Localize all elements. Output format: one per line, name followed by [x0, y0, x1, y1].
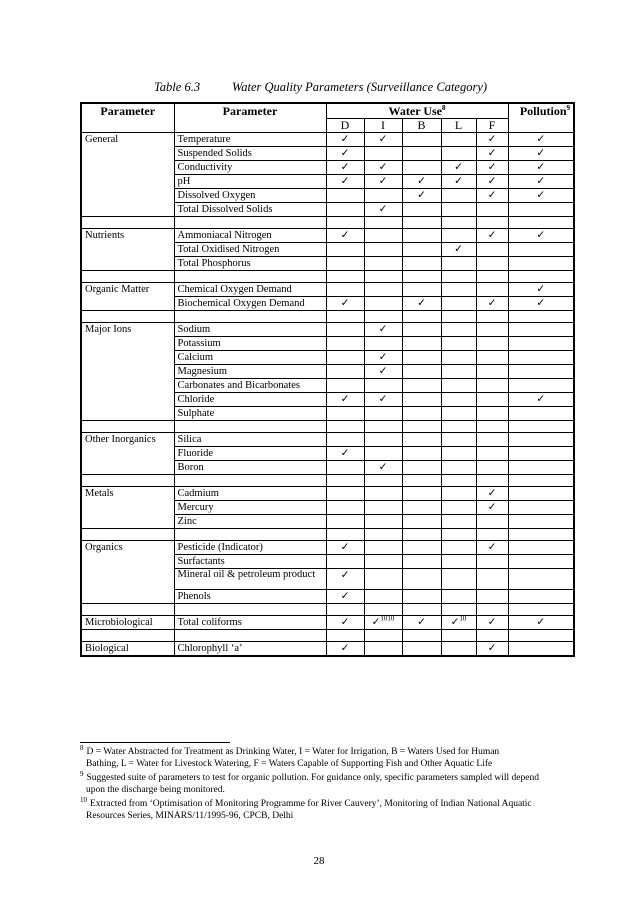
category-organic-matter: Organic Matter	[81, 283, 174, 297]
param-cell: Total coliforms	[174, 616, 326, 630]
table-row	[81, 229, 574, 243]
header-row	[81, 103, 574, 119]
param-cell: Sulphate	[174, 407, 326, 421]
check-mark: ✓	[476, 189, 508, 203]
check-mark: ✓	[476, 487, 508, 501]
table-row	[81, 407, 574, 421]
table-number: Table 6.3	[154, 80, 201, 94]
spacer-row	[81, 311, 574, 323]
param-cell: Conductivity	[174, 161, 326, 175]
check-mark: ✓	[402, 175, 441, 189]
table-row	[81, 323, 574, 337]
param-cell: Total Phosphorus	[174, 257, 326, 271]
param-cell: Chlorophyll ‘a’	[174, 642, 326, 657]
table-row	[81, 515, 574, 529]
check-mark: ✓	[508, 297, 574, 311]
table-row	[81, 133, 574, 147]
table-row	[81, 433, 574, 447]
check-mark: ✓	[326, 642, 364, 657]
table-row	[81, 365, 574, 379]
check-mark: ✓	[508, 133, 574, 147]
table-row	[81, 297, 574, 311]
subheader-b: B	[402, 119, 441, 133]
param-cell: Surfactants	[174, 555, 326, 569]
table-row	[81, 541, 574, 555]
header-parameter-category: Parameter	[81, 103, 174, 133]
category-major-ions: Major Ions	[81, 323, 174, 337]
category-other-inorganics: Other Inorganics	[81, 433, 174, 447]
check-mark: ✓	[508, 616, 574, 630]
table-row	[81, 447, 574, 461]
param-cell: Ammoniacal Nitrogen	[174, 229, 326, 243]
table-row	[81, 203, 574, 217]
table-row	[81, 393, 574, 407]
check-mark: ✓	[326, 447, 364, 461]
check-mark: ✓	[364, 161, 402, 175]
footnote-9: $^9$ Suggested suite of parameters to test for organic pollution. For guidance only, specific parameters sampled will depend upon the discharge being monitored.	[80, 769, 539, 795]
page-number: 28	[313, 855, 325, 867]
table-row	[81, 590, 574, 604]
subheader-l: L	[441, 119, 476, 133]
spacer-row	[81, 630, 574, 642]
category-general: General	[81, 133, 174, 147]
check-mark: ✓	[402, 616, 441, 630]
table-row	[81, 189, 574, 203]
check-mark: ✓	[326, 569, 364, 590]
param-cell: Cadmium	[174, 487, 326, 501]
subheader-f: F	[476, 119, 508, 133]
check-mark: ✓	[508, 147, 574, 161]
param-cell: Sodium	[174, 323, 326, 337]
category-organics: Organics	[81, 541, 174, 555]
check-mark: ✓	[508, 189, 574, 203]
check-mark: ✓	[476, 229, 508, 243]
category-microbiological: Microbiological	[81, 616, 174, 630]
check-mark: ✓	[441, 175, 476, 189]
param-cell: Fluoride	[174, 447, 326, 461]
spacer-row	[81, 217, 574, 229]
category-biological: Biological	[81, 642, 174, 657]
param-cell: Chemical Oxygen Demand	[174, 283, 326, 297]
check-mark: ✓	[476, 501, 508, 515]
check-mark: ✓	[364, 461, 402, 475]
check-mark: ✓	[364, 393, 402, 407]
param-cell: Magnesium	[174, 365, 326, 379]
check-mark: ✓	[364, 203, 402, 217]
table-row	[81, 501, 574, 515]
param-cell: Temperature	[174, 133, 326, 147]
footnote-8: $^8$ D = Water Abstracted for Treatment as Drinking Water, I = Water for Irrigation, B = Waters Used for Human Bathing, L = Water for Livestock Watering, F = Waters Capable of Supporting Fish and Other Aquatic Life	[80, 743, 500, 769]
category-metals: Metals	[81, 487, 174, 501]
table-row	[81, 569, 574, 590]
header-pollution: Pollution$^9$	[508, 103, 574, 133]
table-row	[81, 642, 574, 657]
param-cell: Boron	[174, 461, 326, 475]
check-mark: ✓	[364, 133, 402, 147]
footnote-10: $^{10}$ Extracted from ‘Optimisation of Monitoring Programme for River Cauvery’, Monitoring of Indian National Aquatic Resources Series, MINARS/11/1995-96, CPCB, Delhi	[80, 795, 532, 821]
param-cell: Silica	[174, 433, 326, 447]
check-mark: ✓	[476, 541, 508, 555]
spacer-row	[81, 475, 574, 487]
param-cell: Mineral oil & petroleum product	[174, 569, 326, 590]
category-nutrients: Nutrients	[81, 229, 174, 243]
check-mark: ✓	[402, 189, 441, 203]
check-mark: ✓	[326, 175, 364, 189]
table-title: Water Quality Parameters (Surveillance Category)	[232, 80, 488, 94]
param-cell: Total Oxidised Nitrogen	[174, 243, 326, 257]
check-mark: ✓	[364, 351, 402, 365]
param-cell: pH	[174, 175, 326, 189]
param-cell: Chloride	[174, 393, 326, 407]
water-quality-table	[80, 102, 575, 657]
param-cell: Phenols	[174, 590, 326, 604]
footnote-divider	[80, 742, 230, 743]
table-row	[81, 175, 574, 189]
subheader-i: I	[364, 119, 402, 133]
table-row	[81, 616, 574, 630]
check-mark: ✓	[508, 175, 574, 189]
table-row	[81, 461, 574, 475]
spacer-row	[81, 529, 574, 541]
spacer-row	[81, 604, 574, 616]
check-mark: ✓	[326, 161, 364, 175]
check-mark: ✓	[326, 616, 364, 630]
check-mark: ✓	[364, 365, 402, 379]
check-mark-with-note: ✓$^{1010}$	[364, 616, 402, 630]
check-mark: ✓	[326, 147, 364, 161]
table-row	[81, 147, 574, 161]
param-cell: Dissolved Oxygen	[174, 189, 326, 203]
check-mark: ✓	[476, 616, 508, 630]
check-mark: ✓	[476, 175, 508, 189]
check-mark: ✓	[364, 323, 402, 337]
check-mark: ✓	[326, 541, 364, 555]
table-row	[81, 283, 574, 297]
subheader-d: D	[326, 119, 364, 133]
param-cell: Zinc	[174, 515, 326, 529]
check-mark: ✓	[476, 161, 508, 175]
param-cell: Biochemical Oxygen Demand	[174, 297, 326, 311]
param-cell: Pesticide (Indicator)	[174, 541, 326, 555]
check-mark-with-note: ✓$^{10}$	[441, 616, 476, 630]
check-mark: ✓	[508, 283, 574, 297]
check-mark: ✓	[476, 147, 508, 161]
table-row	[81, 337, 574, 351]
table-row	[81, 487, 574, 501]
check-mark: ✓	[441, 243, 476, 257]
param-cell: Potassium	[174, 337, 326, 351]
table-row	[81, 379, 574, 393]
check-mark: ✓	[326, 133, 364, 147]
check-mark: ✓	[476, 642, 508, 657]
check-mark: ✓	[508, 393, 574, 407]
param-cell: Mercury	[174, 501, 326, 515]
param-cell: Calcium	[174, 351, 326, 365]
check-mark: ✓	[402, 297, 441, 311]
param-cell: Suspended Solids	[174, 147, 326, 161]
check-mark: ✓	[508, 161, 574, 175]
check-mark: ✓	[476, 133, 508, 147]
check-mark: ✓	[326, 393, 364, 407]
table-row	[81, 161, 574, 175]
table-row	[81, 555, 574, 569]
spacer-row	[81, 421, 574, 433]
check-mark: ✓	[476, 297, 508, 311]
check-mark: ✓	[326, 590, 364, 604]
check-mark: ✓	[508, 229, 574, 243]
spacer-row	[81, 271, 574, 283]
param-cell: Carbonates and Bicarbonates	[174, 379, 326, 393]
check-mark: ✓	[326, 297, 364, 311]
table-row	[81, 257, 574, 271]
header-water-use: Water Use$^8$	[326, 103, 508, 119]
param-cell: Total Dissolved Solids	[174, 203, 326, 217]
header-parameter: Parameter	[174, 103, 326, 133]
check-mark: ✓	[326, 229, 364, 243]
table-row	[81, 351, 574, 365]
check-mark: ✓	[364, 175, 402, 189]
check-mark: ✓	[441, 161, 476, 175]
table-row	[81, 243, 574, 257]
